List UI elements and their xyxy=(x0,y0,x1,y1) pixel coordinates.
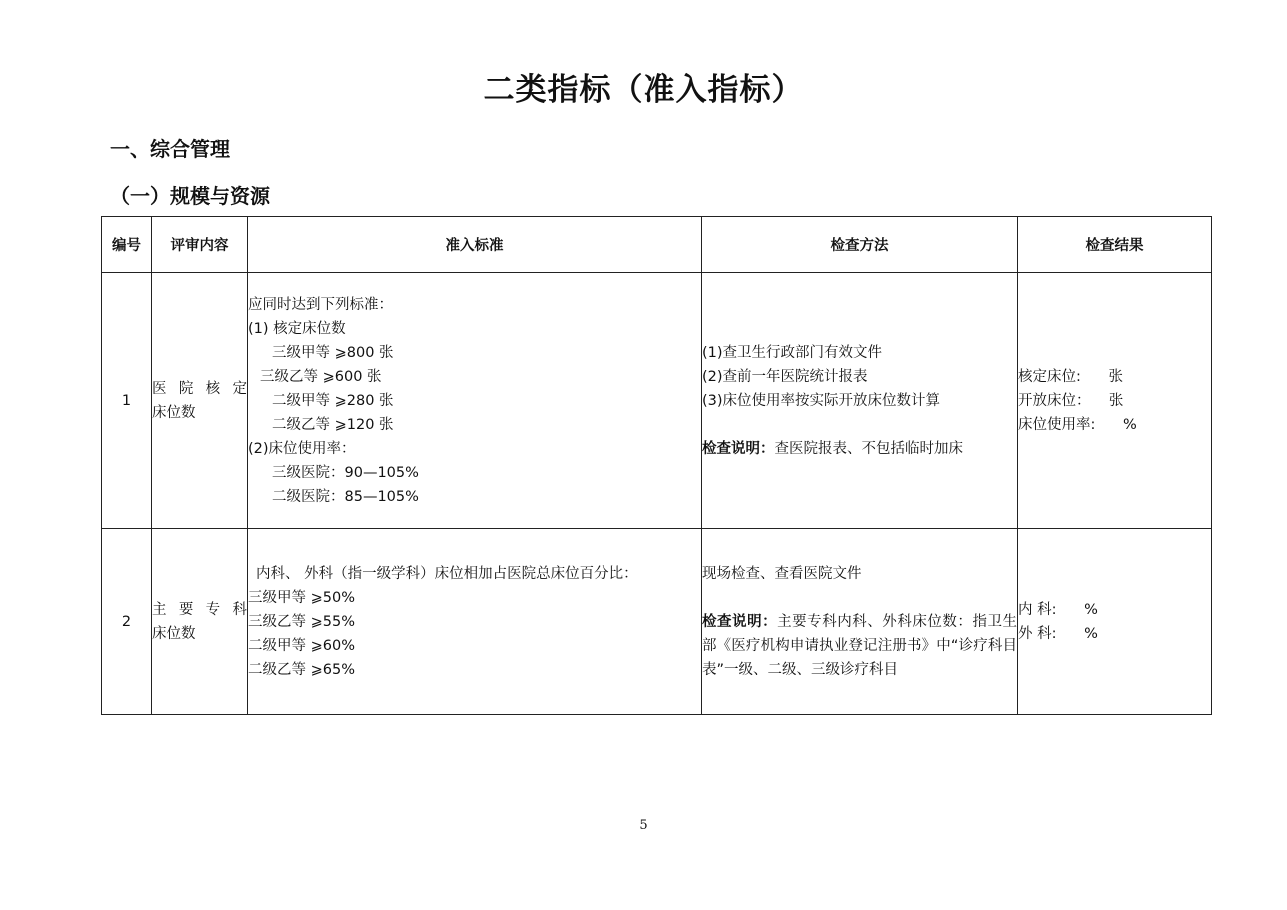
review-item-line: 床位数 xyxy=(152,404,196,421)
result-line: 床位使用率: % xyxy=(1018,416,1137,433)
spacer xyxy=(702,586,1017,610)
subsection-heading: （一）规模与资源 xyxy=(110,184,270,208)
inspection-note-label: 检查说明： xyxy=(702,613,778,630)
result-line: 开放床位： 张 xyxy=(1018,392,1124,409)
method-line: (3)床位使用率按实际开放床位数计算 xyxy=(702,392,941,409)
standard-cell xyxy=(248,529,702,715)
header-number: 编号 xyxy=(102,217,152,273)
header-inspection-result: 检查结果 xyxy=(1018,217,1212,273)
standard-line: (2)床位使用率： xyxy=(248,440,356,457)
method-line: 现场检查、查看医院文件 xyxy=(702,565,862,582)
criteria-table xyxy=(101,216,1212,715)
table-header-row xyxy=(102,217,1212,273)
standard-line: 三级乙等 ⩾55% xyxy=(248,613,355,630)
result-line: 内 科: % xyxy=(1018,601,1098,618)
standard-line: 应同时达到下列标准： xyxy=(248,296,393,313)
review-item-line: 床位数 xyxy=(152,625,196,642)
result-cell xyxy=(1018,529,1212,715)
standard-line: 二级甲等 ⩾280 张 xyxy=(272,392,394,409)
method-cell xyxy=(702,529,1018,715)
result-cell xyxy=(1018,273,1212,529)
table-row xyxy=(102,529,1212,715)
review-item-line: 医院核定 xyxy=(152,380,247,397)
standard-line: 三级医院：90—105% xyxy=(272,464,419,481)
header-inspection-method: 检查方法 xyxy=(702,217,1018,273)
standard-cell xyxy=(248,273,702,529)
standard-line: 三级乙等 ⩾600 张 xyxy=(260,368,382,385)
method-line: (2)查前一年医院统计报表 xyxy=(702,368,868,385)
method-cell xyxy=(702,273,1018,529)
standard-line: (1) 核定床位数 xyxy=(248,320,346,337)
header-admission-standard: 准入标准 xyxy=(248,217,702,273)
standard-line: 三级甲等 ⩾50% xyxy=(248,589,355,606)
table-row xyxy=(102,273,1212,529)
result-line: 核定床位: 张 xyxy=(1018,368,1124,385)
standard-line: 二级医院：85—105% xyxy=(272,488,419,505)
inspection-note-text: 查医院报表、不包括临时加床 xyxy=(774,440,963,457)
inspection-note-text: 主要专科内科、外科床位数：指卫生部《医疗机构申请执业登记注册书》中“诊疗科目表”一级、二级、三级诊疗科目 xyxy=(702,613,1017,678)
document-title: 二类指标（准入指标） xyxy=(483,72,804,108)
review-item xyxy=(152,273,248,529)
standard-line: 二级乙等 ⩾120 张 xyxy=(272,416,394,433)
standard-line: 内科、 外科（指一级学科）床位相加占医院总床位百分比： xyxy=(256,565,638,582)
method-line: (1)查卫生行政部门有效文件 xyxy=(702,344,883,361)
section-heading: 一、综合管理 xyxy=(110,137,230,161)
inspection-note xyxy=(702,437,1017,461)
standard-line: 二级乙等 ⩾65% xyxy=(248,661,355,678)
spacer xyxy=(702,413,1017,437)
inspection-note xyxy=(702,610,1017,682)
row-number: 1 xyxy=(102,273,152,529)
inspection-note-label: 检查说明： xyxy=(702,440,775,457)
header-review-content: 评审内容 xyxy=(152,217,248,273)
result-line: 外 科: % xyxy=(1018,625,1098,642)
standard-line: 三级甲等 ⩾800 张 xyxy=(272,344,394,361)
standard-line: 二级甲等 ⩾60% xyxy=(248,637,355,654)
page-number: 5 xyxy=(639,818,648,833)
review-item-line: 主要专科 xyxy=(152,601,247,618)
row-number: 2 xyxy=(102,529,152,715)
review-item xyxy=(152,529,248,715)
